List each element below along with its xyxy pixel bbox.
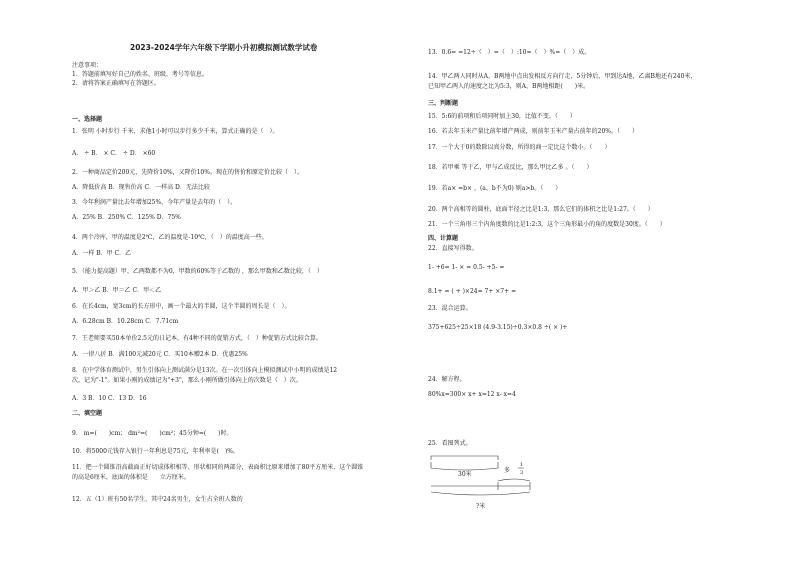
question-line: 25．看图列式。 bbox=[428, 440, 472, 447]
question-line: A．25% B．250% C．125% D．75% bbox=[72, 214, 181, 221]
bottom-label: ?米 bbox=[476, 503, 486, 510]
question-line: 的高是6厘米，底面的体积是 立方厘米。 bbox=[72, 474, 190, 481]
question-line: A．3 B．10 C．13 D．16 bbox=[72, 395, 147, 402]
question-line: 14．甲乙两人同时从A、B两地中点出发相反方向行走，5分钟后，甲到达A地，乙离B地还有240米， bbox=[428, 73, 697, 80]
section-heading: 二、填空题 bbox=[72, 410, 103, 417]
extra-brace bbox=[498, 479, 530, 481]
question-line: A．一律八折 B．满100元减20元 C．买10本赠2本 D．优惠25% bbox=[72, 351, 248, 358]
q25-diagram bbox=[428, 452, 568, 522]
question-line: 4．两个冷库，甲的温度是2℃，乙的温度是-10℃，（ ）的温度高一些。 bbox=[72, 234, 268, 241]
question-line: A．降低价高 B．现售价高 C．一样高 D．无法比较 bbox=[72, 184, 210, 191]
question-line: 11．把一个圆锥沿高截面正好切成体积相等、形状相同的两部分，表面积比原来增加了80平方厘米，这个圆锥 bbox=[72, 464, 364, 471]
question-line: 2．一种商品定价200元，先降价10%，又降价10%。现在的售价和原定价比较（ ）。 bbox=[72, 169, 303, 176]
page-title: 2023-2024学年六年级下学期小升初模拟测试数学试卷 bbox=[130, 43, 318, 52]
question-line: 20．两个高相等的圆柱，底面半径之比是1:3，那么它们的体积之比是1:27。（ ） bbox=[428, 206, 654, 213]
question-line: 17．一个大于0的数除以真分数，所得的商一定比这个数小。（ ） bbox=[428, 144, 611, 151]
bottom-brace bbox=[431, 492, 530, 495]
question-line: 次，记为"-1"。如果小刚的成绩记为"+3"，那么小刚所做引体向上的次数是（ ）次。 bbox=[72, 377, 302, 384]
question-line: 19．若a× =b× ，(a、b不为0) 则a>b。（ ） bbox=[428, 185, 562, 192]
note-item: 1．答题前填写好自己的姓名、班级、考号等信息。 bbox=[72, 71, 208, 78]
question-line: A．6.28cm B．10.28cm C．7.71cm bbox=[72, 318, 179, 325]
question-line: 已知甲乙两人的速度之比为5:3，则A、B两地相距( )米。 bbox=[428, 83, 590, 90]
question-line: 23．混合运算。 bbox=[428, 305, 472, 312]
question-line: A．甲＞乙 B．甲＝乙 C．甲＜乙 bbox=[72, 287, 162, 294]
more-label: 多 bbox=[504, 467, 511, 474]
question-line: 24．解方程。 bbox=[428, 376, 466, 383]
question-line: 3．今年利润产量比去年增加25%，今年产量是去年的（ ）。 bbox=[72, 199, 237, 206]
question-line: 13．0.6= =12÷（ ）=（ ）:10=（ ）%=（ ）成。 bbox=[428, 49, 591, 56]
fraction-numerator: 1 bbox=[520, 462, 524, 468]
top-label: 30米 bbox=[458, 471, 472, 478]
fraction-denominator: 3 bbox=[520, 470, 524, 476]
section-heading: 一、选择题 bbox=[72, 116, 103, 123]
question-line: A．一样 B．甲 C．乙 bbox=[72, 250, 132, 257]
question-line: 15．5:6的前项和后项同时加上30，比值不变。（ ） bbox=[428, 113, 576, 120]
question-line: 16．若去年玉米产量比前年增产两成，则前年玉米产量占前年的20%。（ ） bbox=[428, 128, 638, 135]
question-line: 9． m=( )cm； dm²=( )cm²；45分钟=( )时。 bbox=[72, 430, 233, 437]
question-line: 8.1+ = ( + )×24= 7+ ×7+ = bbox=[428, 288, 517, 295]
top-segment bbox=[431, 456, 498, 460]
question-line: 1- +6= 1- × = 0.5- +5- = bbox=[428, 264, 505, 271]
question-line: 8．在中学体育测试中，男生引体向上测试满分是13次。在一次引体向上模拟测试中小明的成绩是12 bbox=[72, 367, 338, 374]
question-line: 10．将5000元钱存入银行一年利息是75元，年利率是( )%。 bbox=[72, 448, 239, 455]
notes-heading: 注意事项： bbox=[72, 62, 103, 69]
question-line: 5．（能力提高题）甲、乙两数都不为0，甲数的60%等于乙数的 ，那么甲数和乙数比较，（ ） bbox=[72, 268, 323, 275]
question-line: 80%x=300× x+ x=12 x- x=4 bbox=[428, 391, 516, 398]
question-line: 22．直接写得数。 bbox=[428, 245, 478, 252]
question-line: 21．一个三角形三个内角度数的比是1:2:3，这个三角形最小的角的度数是30度。（ ） bbox=[428, 221, 666, 228]
section-heading: 三、判断题 bbox=[428, 100, 459, 107]
question-line: 6．在长4cm，宽3cm的长方形中，画一个最大的半圆，这个半圆的周长是（ ）。 bbox=[72, 303, 291, 310]
note-item: 2．请将答案正确填写在答题区。 bbox=[72, 80, 160, 87]
question-line: 18．若甲乘 等于乙，甲与乙成反比，那么甲比乙多 。（ ） bbox=[428, 164, 593, 171]
question-line: 12．五（1）班有50名学生，其中24名男生，女生占全班人数的 bbox=[72, 496, 243, 503]
section-heading: 四、计算题 bbox=[428, 235, 459, 242]
top-brace bbox=[431, 462, 498, 470]
question-line: 1．张明 小时步行 千米，求他1小时可以步行多少千米，算式正确的是（ ）。 bbox=[72, 128, 279, 135]
question-line: 7．王老师要买50本单价2.5元的日记本，有4种不同的促销方式，（ ）种促销方式比较合算。 bbox=[72, 335, 322, 342]
question-line: A． ÷ B． × C． ÷ D． ×60 bbox=[72, 150, 156, 157]
question-line: 375+625÷25×18 (4.9-3.15)÷0.3×0.8 ÷( × )+ bbox=[428, 324, 568, 331]
